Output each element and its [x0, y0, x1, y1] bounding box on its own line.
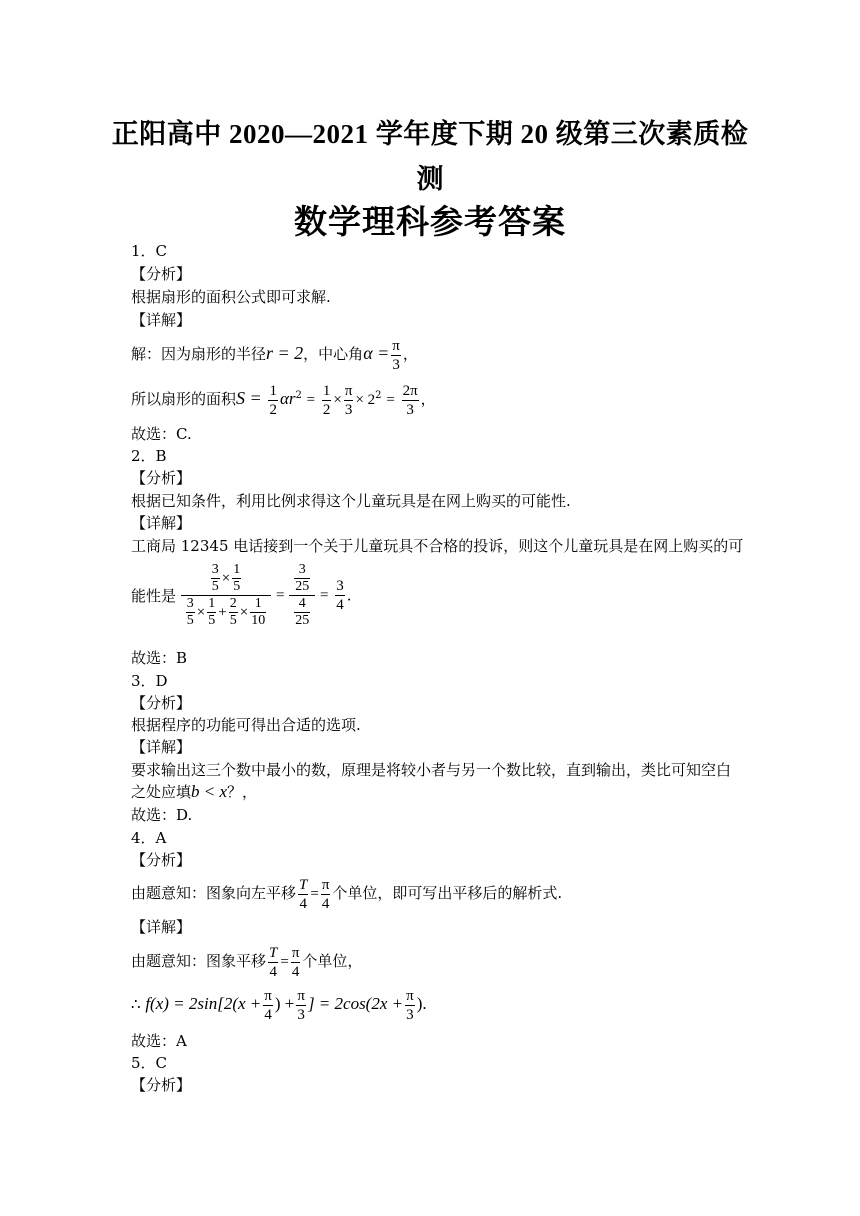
text: 个单位，即可写出平移后的解析式. — [332, 884, 563, 902]
numerator: π — [264, 987, 272, 1004]
fraction — [298, 876, 308, 913]
equals: = — [275, 587, 285, 604]
denominator: 4 — [321, 895, 330, 912]
fraction — [321, 876, 331, 913]
text: ， — [420, 390, 436, 408]
answer-key-title: 数学理科参考答案 — [294, 202, 566, 241]
denominator: 5 — [233, 579, 241, 594]
q3-answer: 故选：D. — [131, 806, 193, 824]
q1-head: 1．C — [131, 242, 168, 260]
numerator: 3 — [294, 562, 310, 579]
q3-analysis: 根据程序的功能可得出合适的选项. — [131, 716, 361, 734]
plus: + — [218, 604, 227, 621]
expr: ) + — [274, 994, 295, 1013]
q3-detail-line1: 要求输出这三个数中最小的数，原理是将较小者与另一个数比较，直到输出，类比可知空白 — [131, 761, 732, 779]
fraction — [294, 562, 310, 595]
denominator: 4 — [264, 1006, 272, 1023]
q3-analysis-tag: 【分析】 — [131, 694, 192, 712]
q2-detail-line1: 工商局 12345 电话接到一个关于儿童玩具不合格的投诉，则这个儿童玩具是在网上购买的可 — [131, 537, 744, 555]
denominator: 4 — [269, 963, 277, 980]
expr: f(x) = 2sin[2(x + — [145, 994, 262, 1013]
numerator: 1 — [250, 596, 266, 613]
times: × — [239, 604, 249, 621]
fraction — [211, 562, 220, 595]
exponent: 2 — [295, 390, 302, 401]
equals: = — [306, 392, 316, 408]
q2-detail-line2 — [131, 562, 352, 629]
times: × — [196, 604, 206, 621]
text: 个单位， — [302, 952, 363, 970]
q5-head: 5．C — [131, 1054, 168, 1072]
equals: = — [386, 392, 395, 408]
fraction — [207, 596, 216, 629]
fraction — [291, 944, 301, 981]
text: ， — [402, 345, 418, 363]
q3-head: 3．D — [131, 672, 168, 690]
q1-analysis-tag: 【分析】 — [131, 265, 192, 283]
expr: ). — [416, 994, 427, 1013]
fraction — [232, 562, 241, 595]
q4-analysis-tag: 【分析】 — [131, 851, 192, 869]
denominator: 25 — [295, 579, 310, 594]
therefore-symbol: ∴ — [131, 995, 141, 1013]
q1-analysis: 根据扇形的面积公式即可求解. — [131, 288, 331, 306]
numerator: π — [344, 382, 353, 399]
expr: ] = 2cos(2x + — [307, 994, 404, 1013]
angle-expr: α = — [363, 343, 390, 363]
expr: × 2 — [355, 392, 376, 408]
numerator: 3 — [211, 562, 219, 577]
fraction — [268, 382, 278, 419]
denominator: 4 — [291, 963, 300, 980]
numerator: 1 — [208, 596, 216, 611]
condition-expr: b < x — [191, 782, 228, 801]
numerator: 2π — [402, 382, 418, 399]
q3-detail-tag: 【详解】 — [131, 738, 192, 756]
denominator — [181, 596, 271, 629]
equals: = — [280, 954, 289, 970]
fraction — [402, 382, 419, 419]
q2-answer: 故选：B — [131, 649, 188, 667]
q4-head: 4．A — [131, 829, 167, 847]
fraction — [186, 596, 195, 629]
exam-title-line2: 测 — [416, 164, 444, 194]
numerator: 1 — [233, 562, 241, 577]
denominator: 2 — [322, 401, 331, 418]
numerator: π — [297, 987, 305, 1004]
area-expr: S = — [236, 388, 262, 408]
text: . — [346, 586, 352, 605]
fraction — [344, 382, 354, 419]
numerator: 1 — [322, 382, 331, 399]
numerator: π — [321, 876, 330, 893]
denominator: 4 — [299, 895, 307, 912]
denominator: 5 — [211, 579, 219, 594]
times: × — [221, 570, 231, 587]
numerator: 3 — [186, 596, 194, 611]
fraction — [296, 987, 306, 1024]
denominator: 10 — [251, 613, 266, 628]
denominator: 5 — [229, 613, 237, 628]
q2-detail-tag: 【详解】 — [131, 514, 192, 532]
radius-expr: r = 2 — [266, 343, 304, 363]
q5-analysis-tag: 【分析】 — [131, 1076, 192, 1094]
numerator: π — [291, 944, 300, 961]
text: ，中心角 — [303, 345, 364, 363]
expr: αr — [279, 389, 296, 408]
text: 由题意知：图象向左平移 — [131, 884, 297, 902]
numerator: T — [269, 944, 278, 961]
exam-title-line1: 正阳高中 2020—2021 学年度下期 20 级第三次素质检 — [111, 119, 749, 149]
numerator: π — [392, 337, 400, 354]
text: 之处应填 — [131, 783, 192, 801]
fraction — [405, 987, 415, 1024]
q4-detail-line1 — [131, 942, 362, 981]
q4-analysis — [131, 874, 562, 913]
text: 能性是 — [131, 586, 177, 605]
denominator: 4 — [336, 597, 344, 613]
q3-detail-line2 — [131, 782, 257, 802]
numerator: 2 — [229, 596, 237, 611]
fraction — [322, 382, 332, 419]
numerator — [289, 562, 315, 596]
q4-answer: 故选：A — [131, 1032, 187, 1050]
denominator: 3 — [344, 401, 353, 418]
denominator: 5 — [186, 613, 194, 628]
denominator: 3 — [392, 356, 400, 373]
q2-analysis-tag: 【分析】 — [131, 469, 192, 487]
numerator: 4 — [294, 596, 310, 613]
denominator: 25 — [295, 613, 310, 628]
q4-detail-tag: 【详解】 — [131, 918, 192, 936]
text: 所以扇形的面积 — [131, 390, 237, 408]
times: × — [333, 392, 342, 408]
q4-detail-line2 — [131, 984, 427, 1024]
fraction — [250, 596, 266, 629]
numerator — [181, 562, 271, 596]
denominator: 3 — [406, 1006, 414, 1023]
denominator: 5 — [208, 613, 216, 628]
numerator: T — [299, 876, 308, 893]
q1-detail-line2 — [131, 376, 436, 420]
fraction — [294, 596, 310, 629]
text: 由题意知：图象平移 — [131, 952, 267, 970]
text: ？， — [227, 783, 258, 801]
probability-fraction — [181, 562, 271, 629]
q1-detail-tag: 【详解】 — [131, 311, 192, 329]
numerator: π — [406, 987, 414, 1004]
fraction-pi-over-3 — [391, 337, 401, 374]
text: 解：因为扇形的半径 — [131, 345, 267, 363]
numerator: 3 — [336, 578, 344, 594]
equals: = — [320, 587, 329, 604]
fraction — [268, 944, 278, 981]
denominator — [289, 596, 315, 629]
fraction-result — [335, 577, 345, 614]
denominator: 3 — [406, 401, 414, 418]
q1-answer: 故选：C. — [131, 425, 192, 443]
q2-head: 2．B — [131, 447, 167, 465]
denominator: 2 — [269, 401, 277, 418]
fraction — [263, 987, 273, 1024]
fraction — [229, 596, 238, 629]
equals: = — [310, 886, 319, 902]
q2-analysis: 根据已知条件，利用比例求得这个儿童玩具是在网上购买的可能性. — [131, 492, 571, 510]
exponent: 2 — [375, 390, 382, 401]
numerator: 1 — [269, 382, 277, 399]
q1-detail-line1 — [131, 334, 418, 374]
fraction — [289, 562, 315, 629]
denominator: 3 — [297, 1006, 305, 1023]
